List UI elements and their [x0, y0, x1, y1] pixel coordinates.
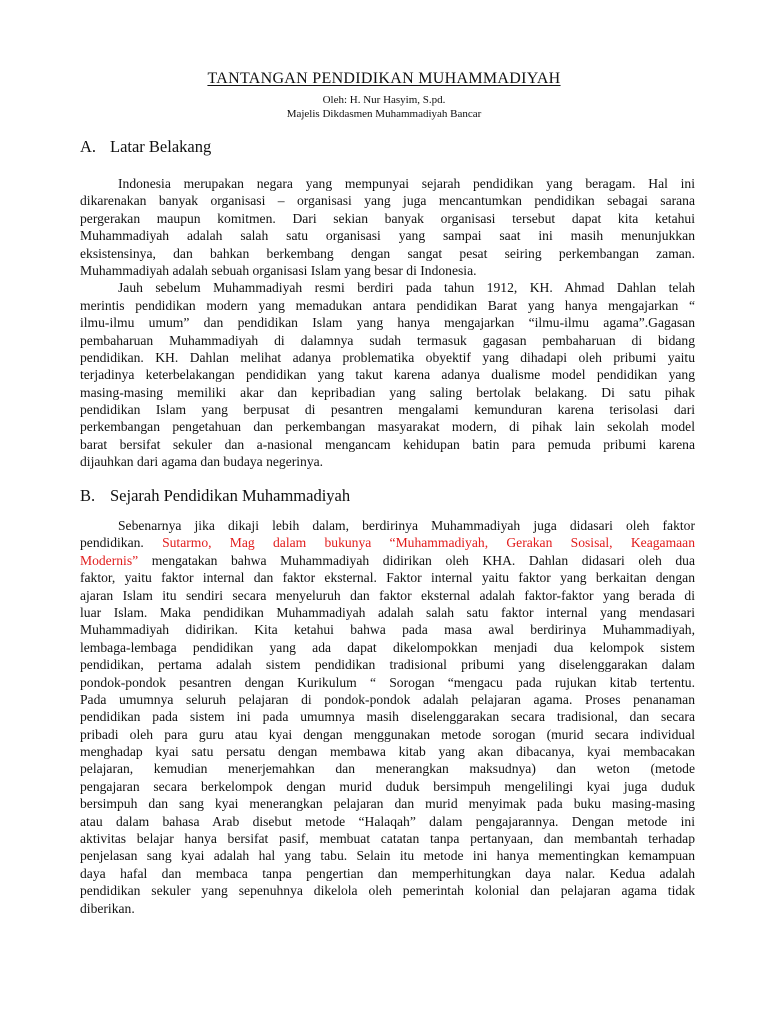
section-b-heading	[80, 486, 350, 506]
text-line: eksistensinya, dan bahkan berkembang dengan sangat pesat seiring perkembangan zaman.	[80, 245, 695, 261]
text-line	[80, 534, 695, 551]
text-line: bersimpuh dan sang kyai menerangkan pelajaran dan murid menyimak pada buku masing-masing	[80, 796, 695, 812]
text-line: dijauhkan dari agama dan budaya negerinya.	[80, 454, 324, 470]
section-a-number: A.	[80, 137, 97, 156]
text-line: atau dalam bahasa Arab disebut metode “Halaqah” dalam pengajarannya. Dengan metode ini	[80, 813, 695, 829]
text-line: pendidikan sekuler yang sepenuhnya dikelola oleh pemerintah kolonial dan pelajaran agama tidak	[80, 883, 695, 899]
text-line: dikarenakan banyak organisasi – organisasi yang juga mencantumkan pendidikan sebagai sarana	[80, 193, 695, 209]
text-line: Sebenarnya jika dikaji lebih dalam, berdirinya Muhammadiyah juga didasari oleh faktor	[118, 518, 695, 533]
text-line: masing-masing memiliki akar dan kepribadian yang saling bertolak belakang. Di satu pihak	[80, 384, 695, 400]
citation-text: Sutarmo, Mag dalam bukunya “Muhammadiyah, Gerakan Sosisal, Keagamaan	[162, 535, 696, 551]
text-line: aktivitas belajar hanya bersifat pasif, membuat catatan tanpa pertanyaan, dan membantah terhadap	[80, 831, 695, 847]
text-line: menghadap kyai satu persatu dengan membawa kitab yang akan dibacanya, kyai membacakan	[80, 744, 695, 760]
text-line: pembaharuan Muhammadiyah di dalamnya sudah termasuk gagasan pembaharuan di bidang	[80, 332, 695, 348]
section-b-title: Sejarah Pendidikan Muhammadiyah	[110, 486, 351, 505]
text-line: barat bersifat sekuler dan a-nasional mengancam kehidupan batin para pemuda pribumi karena	[80, 436, 695, 452]
document-title-text: TANTANGAN PENDIDIKAN MUHAMMADIYAH	[207, 70, 561, 87]
text-line: lembaga-lembaga pendidikan yang ada dapat dikelompokkan menjadi dua kelompok sistem	[80, 639, 695, 655]
text-line: pendidikan pada sistem ini pada umumnya masih diselenggarakan secara tradisional, dan secara	[80, 709, 695, 725]
text-line: pengajaran secara berkelompok dengan murid duduk bersimpuh mengelilingi kyai juga duduk	[80, 778, 695, 794]
section-a-body	[80, 175, 695, 471]
text-line: pondok-pondok pesantren dengan Kurikulum “ Sorogan “mengacu pada rujukan kitab tertentu.	[80, 674, 695, 690]
text-line: pergerakan maupun komitmen. Dari sekian banyak organisasi tersebut dapat kita ketahui	[80, 210, 695, 226]
text-line: ajaran Islam itu sendiri secara menyeluruh dan faktor eksternal adalah faktor-faktor yang berada di	[80, 587, 695, 603]
text-line: faktor, yaitu faktor internal dan faktor eksternal. Faktor internal yaitu faktor yang berkaitan dengan	[80, 570, 695, 586]
text-line: pendidikan. KH. Dahlan melihat adanya problematika obyektif yang dihadapi oleh pribumi yaitu	[80, 349, 695, 365]
citation-text: Modernis”	[80, 552, 139, 568]
section-a-heading	[80, 137, 211, 157]
text-line: Muhammadiyah adalah salah satu organisasi yang sampai saat ini masih menunjukkan	[80, 228, 695, 244]
text-line: pendidikan Islam yang berpusat di pesantren mengalami kemunduran karena terisolasi dari	[80, 402, 695, 418]
text-span: mengatakan bahwa Muhammadiyah didirikan oleh KHA. Dahlan didasari oleh dua	[138, 552, 695, 568]
text-line	[80, 552, 695, 569]
author-line: Oleh: H. Nur Hasyim, S.pd.	[322, 94, 446, 106]
text-line: pribadi oleh para guru atau kyai dengan menggunakan metode sorogan (murid secara individual	[80, 726, 695, 742]
section-b-number: B.	[80, 486, 96, 505]
text-line: Pada umumnya seluruh pelajaran di pondok-pondok adalah pelajaran agama. Proses penanaman	[80, 691, 695, 707]
text-line: perkembangan pengetahuan dan perkembangan masyarakat modern, di pihak lain sekolah model	[80, 419, 695, 435]
text-line: penjelasan sang kyai adalah hal yang tabu. Selain itu metode ini hanya mementingkan kemampuan	[80, 848, 695, 864]
text-span: pendidikan.	[80, 535, 163, 551]
text-line: terjadinya keterbelakangan pendidikan yang takut karena adanya dualisme model pendidikan yang	[80, 367, 695, 383]
text-line: pelajaran, kemudian menerjemahkan dan menerangkan maksudnya) dan weton (metode	[80, 761, 695, 777]
text-line: daya hafal dan membaca tanpa pengertian dan memperhitungkan daya nalar. Kedua adalah	[80, 865, 695, 881]
text-line: pendidikan, pertama adalah sistem pendidikan tradisional pribumi yang diselenggarakan dalam	[80, 657, 695, 673]
text-line: Muhammadiyah adalah sebuah organisasi Islam yang besar di Indonesia.	[80, 262, 477, 278]
text-line: Jauh sebelum Muhammadiyah resmi berdiri pada tahun 1912, KH. Ahmad Dahlan telah	[118, 280, 695, 296]
text-line: merintis pendidikan modern yang memadukan antara pendidikan Barat yang hanya mengajarkan “	[80, 297, 695, 313]
text-line: Muhammadiyah didirikan. Kita ketahui bahwa pada masa awal berdirinya Muhammadiyah,	[80, 622, 695, 638]
section-a-title: Latar Belakang	[110, 137, 212, 156]
text-line: Indonesia merupakan negara yang mempunyai sejarah pendidikan yang beragam. Hal ini	[118, 176, 695, 191]
text-line: diberikan.	[80, 900, 135, 916]
text-line: ilmu-ilmu umum” dan pendidikan Islam yang hanya mengajarkan “ilmu-ilmu agama”.Gagasan	[80, 315, 695, 331]
document-title	[0, 70, 768, 88]
section-b-body	[80, 517, 695, 917]
affiliation-line: Majelis Dikdasmen Muhammadiyah Bancar	[286, 108, 482, 120]
text-line: luar Islam. Maka pendidikan Muhammadiyah adalah salah satu faktor internal yang mendasari	[80, 604, 695, 620]
